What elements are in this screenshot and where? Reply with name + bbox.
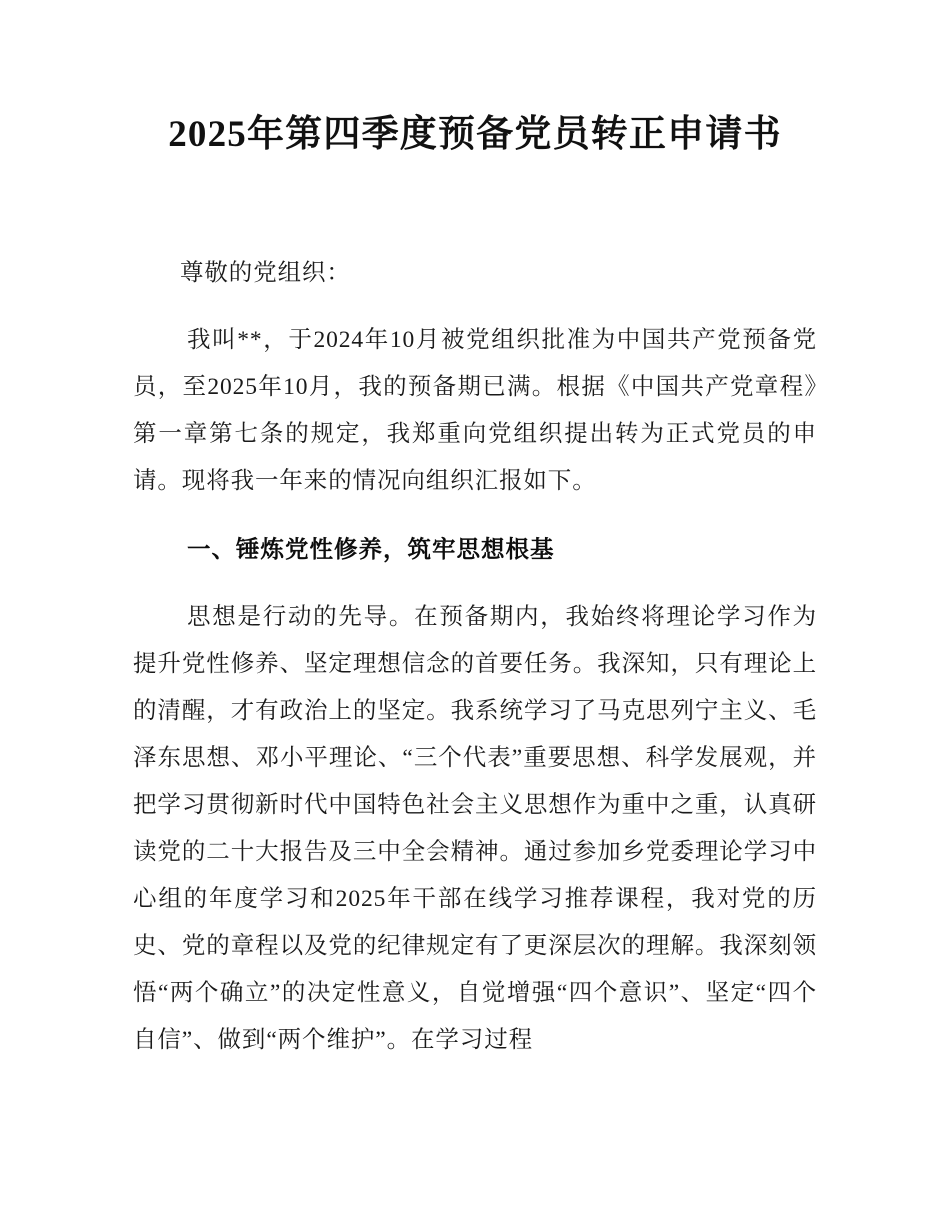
document-title: 2025年第四季度预备党员转正申请书 bbox=[168, 114, 782, 155]
document-body bbox=[133, 250, 817, 1064]
paragraph-intro: 我叫**，于2024年10月被党组织批准为中国共产党预备党员，至2025年10月，我的预备期已满。根据《中国共产党章程》第一章第七条的规定，我郑重向党组织提出转为正式党员的申请。现将我一年来的情况向组织汇报如下。 bbox=[133, 327, 817, 494]
paragraph-section-1-body: 思想是行动的先导。在预备期内，我始终将理论学习作为提升党性修养、坚定理想信念的首要任务。我深知，只有理论上的清醒，才有政治上的坚定。我系统学习了马克思列宁主义、毛泽东思想、邓小平理论、“三个代表”重要思想、科学发展观，并把学习贯彻新时代中国特色社会主义思想作为重中之重，认真研读党的二十大报告及三中全会精神。通过参加乡党委理论学习中心组的年度学习和2025年干部在线学习推荐课程，我对党的历史、党的章程以及党的纪律规定有了更深层次的理解。我深刻领悟“两个确立”的决定性意义，自觉增强“四个意识”、坚定“四个自信”、做到“两个维护”。在学习过程 bbox=[133, 604, 817, 1053]
section-heading-1: 一、锤炼党性修养，筑牢思想根基 bbox=[187, 536, 555, 562]
salutation-line: 尊敬的党组织： bbox=[180, 260, 351, 286]
